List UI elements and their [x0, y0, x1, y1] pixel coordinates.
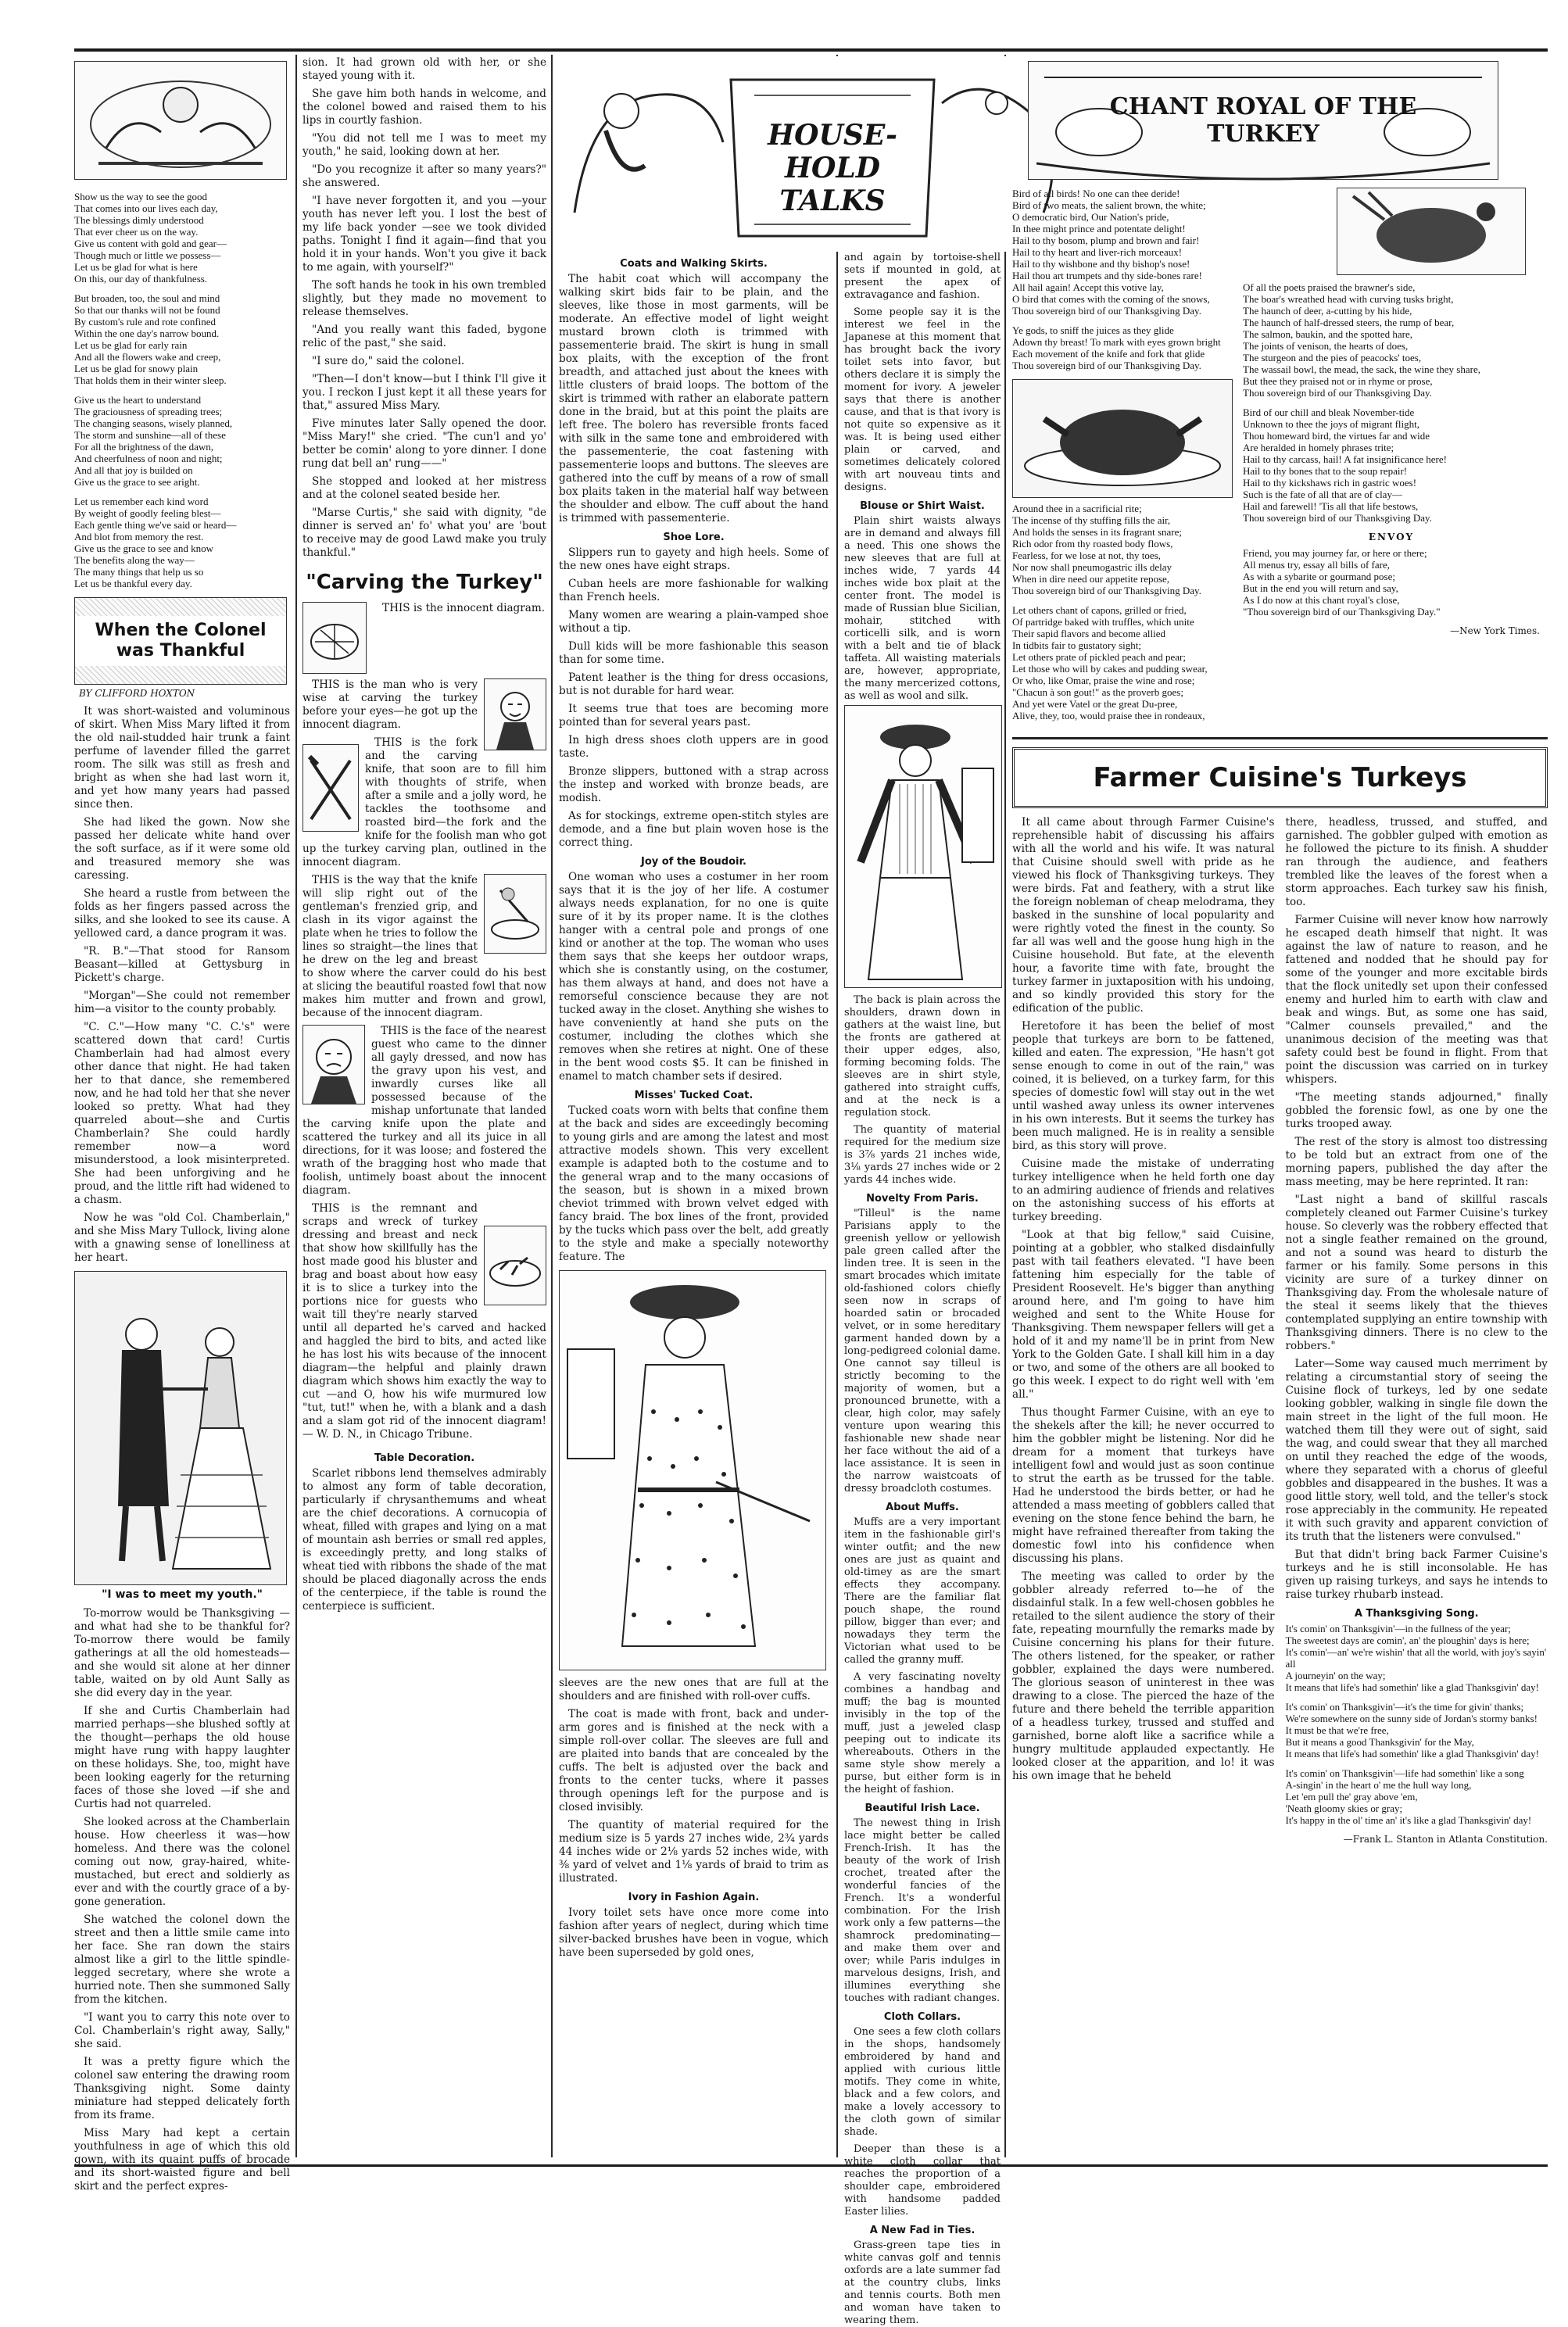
column-3	[559, 56, 897, 2159]
poem-line: Or who, like Omar, praise the wine and rose;	[1012, 675, 1195, 686]
poem-line: The boar's wreathed head with curving tusks bright,	[1243, 293, 1454, 305]
story-paragraph: It was short-waisted and voluminous of skirt. When Miss Mary lifted it from the old nail-studded hair trunk a faint perfume of lavender filled the garret room. The silk was still as fresh and bright as when she had last worn it, and yet how many years had passed since then.	[74, 705, 290, 811]
collars-title: Cloth Collars.	[883, 2011, 961, 2023]
carving-paragraph: THIS is the man who is very wise at carving the turkey before your eyes—he got up the innocent diagram.	[303, 678, 478, 731]
story-title: When the Colonel was Thankful	[75, 616, 286, 666]
poem-line: Thou sovereign bird of our Thanksgiving Day.	[1012, 585, 1201, 596]
poem-line: As I do now at this chant royal's close,	[1243, 594, 1400, 606]
farmer-paragraph: Farmer Cuisine will never know how narrowly he escaped death himself that night. It was against the law of nature to reason, and he fattened and nodded that he should pay for some of the younger and more excitable birds that the flock unitedly set upon their confessed enemy and hurled him to earth with claw and beak and wings. But, as some one has said, "Calmer counsels prevailed," and the unanimous decision of the meeting was that safety could best be found in flight. From that point the discussion was carried on in turkey whispers.	[1285, 914, 1548, 1086]
poem-thankfulness	[74, 191, 290, 589]
poem-line: In thee might prince and potentate delight!	[1012, 223, 1186, 234]
poem-line: Though much or little we possess—	[74, 249, 221, 261]
poem-line: And all that joy is builded on	[74, 464, 193, 476]
story-paragraph: She watched the colonel down the street and then a little smile came into her face. She ran down the stairs almost like a girl to the little spindle-legged secretary, where she wrote a hurried note. Then she summoned Sally from the kitchen.	[74, 1914, 290, 2006]
novelty-title: Novelty From Paris.	[866, 1193, 979, 1205]
song-stanza	[1286, 1767, 1548, 1826]
song-title: A Thanksgiving Song.	[1354, 1608, 1479, 1620]
poem-line: O bird that comes with the coming of the snows,	[1012, 293, 1210, 305]
poem-line: Hail thou art trumpets and thy side-bones rare!	[1012, 270, 1202, 281]
poem-line: Each gentle thing we've said or heard—	[74, 519, 237, 531]
slipping-knife-illustration	[484, 874, 546, 954]
poem-line: Ye gods, to sniff the juices as they glide	[1012, 324, 1174, 336]
turkey-remnant-illustration	[484, 1226, 546, 1305]
coats-paragraph: The habit coat which will accompany the walking skirt bids fair to be plain, and the sleeves, like those in most garments, will be moderate. An effective model of light weight mustard brown cloth is trimmed with passementerie braid. The skirt is hung in small box plaits, with the exception of the front breadth, and attached just about the knees with little clusters of braid loops. The bottom of the skirt is trimmed with rather an elaborate pattern done in the braid, but at this point the plaits are left free. The bolero has reversible fronts faced with silk in the same tone and embroidered with the passementerie, the coat fastening with passementerie loops and buttons. The sleeves are gathered into the cuff by means of a row of small box plaits taken in the material half way between the shoulder and elbow. The cuff about the hand is trimmed with passementerie.	[559, 273, 829, 524]
poem-line: Within the one day's narrow bound.	[74, 328, 220, 339]
ties-title: A New Fad in Ties.	[869, 2225, 976, 2236]
poem-line: In tidbits fair to gustatory sight;	[1012, 639, 1142, 651]
farmer-paragraph: It all came about through Farmer Cuisine's reprehensible habit of discussing his affairs with all the world and his wife. It was natural that Cuisine should swell with pride as he viewed his flock of Thanksgiving turkeys. They were birds. Fat and feathery, with a strut like the foreign nobleman of cheap melodrama, they basked in the sunshine of local popularity and were rightly voted the finest in the county. So far all was well and the goose hung high in the Cuisine household. But fate, at the eleventh hour, a favorite time with fate, brought the turkey farmer in juxtaposition with his undoing, and so kindly provided this story for the edification of the public.	[1012, 816, 1275, 1015]
poem-line: The many things that help us so	[74, 566, 204, 578]
novelty-paragraph: "Tilleul" is the name Parisians apply to the greenish yellow or yellowish pale green called after the linden tree. It is seen in the smart brocades which imitate old-fashioned colors chiefly seen now in scraps of hoarded satin or brocaded velvet, or in some hereditary garment handed down by a long-pedigreed colonial dame. One cannot say tilleul is strictly becoming to the majority of women, but a pronounced brunette, with a clear, high color, may safely venture upon wearing this fashionable new shade near her face without the aid of a lace assistance. It is seen in the narrow waistcoats of dressy broadcloth costumes.	[844, 1208, 1001, 1495]
song-stanza	[1286, 1701, 1548, 1760]
poem-line: Bird of all birds! No one can thee deride!	[1012, 188, 1180, 199]
story-paragraph: "R. B."—That stood for Ransom Beasant—killed at Gettysburg in Pickett's charge.	[74, 945, 290, 984]
poem-line: By custom's rule and rote confined	[74, 316, 217, 328]
poem-line: As with a sybarite or gourmand pose;	[1243, 571, 1395, 582]
story-paragraph: Miss Mary had kept a certain youthfulness in age of which this old gown, with its quaint puffs of brocade and its short-waisted figure and bell skirt and the perfect expres-	[74, 2127, 290, 2193]
poem-line: But broaden, too, the soul and mind	[74, 292, 220, 304]
farmer-paragraph: "The meeting stands adjourned," finally gobbled the forensic fowl, as one by one the turks trooped away.	[1285, 1091, 1548, 1130]
poem-line: "Thou sovereign bird of our Thanksgiving Day."	[1243, 606, 1441, 618]
poem-stanza-1	[74, 191, 290, 285]
ties-paragraph: Grass-green tape ties in white canvas golf and tennis oxfords are a late summer fad at the country clubs, links and tennis courts. Both men and woman have taken to wearing them.	[844, 2239, 1001, 2326]
story-paragraph: "And you really want this faded, bygone relic of the past," she said.	[303, 324, 546, 349]
shoe-paragraph: Many women are wearing a plain-vamped shoe without a tip.	[559, 609, 829, 635]
poem-line: And holds the senses in its fragrant snare;	[1012, 526, 1182, 538]
poem-line: Around thee in a sacrificial rite;	[1012, 503, 1142, 514]
story-paragraph: She looked across at the Chamberlain house. How cheerless it was—how homeless. And there was the colonel coming out now, gray-haired, white-mustached, but erect and soldierly as ever and with the courtly grace of a by-gone generation.	[74, 1816, 290, 1908]
poem-line: Hail to thy carcass, hail! A fat insignificance here!	[1243, 453, 1447, 465]
poem-line: It's comin' on Thanksgivin'—in the fullness of the year;	[1285, 1623, 1511, 1634]
poem-line: All menus try, essay all bills of fare,	[1243, 559, 1390, 571]
carving-paragraph: THIS is the fork and the carving knife, that soon are to fill him with thoughts of strife, when after a smile and a jolly word, he tackles the toothsome and roasted bird—the fork and the knife for the foolish man who got up the turkey carving plan, outlined in the innocent diagram.	[303, 736, 546, 868]
shoe-paragraph: As for stockings, extreme open-stitch styles are demode, and a fine but plain woven hose is the correct thing.	[559, 810, 829, 849]
chant-stanza	[1012, 324, 1235, 371]
poem-line: Such is the fate of all that are of clay—	[1243, 489, 1402, 500]
poem-line: That holds them in their winter sleep.	[74, 374, 227, 386]
shoe-paragraph: Bronze slippers, buttoned with a strap across the instep and worked with bronze beads, are modish.	[559, 765, 829, 804]
story-paragraph: Five minutes later Sally opened the door. "Miss Mary!" she cried. "The cun'l and yo' better be comin' along to yore dinner. I done rung dat bell an' rung——"	[303, 417, 546, 470]
carving-paragraph: THIS is the remnant and scraps and wreck of turkey dressing and breast and neck that show how skillfully has the host made good his bluster and brag and boast about how easy it is to slice a turkey into the portions nice for guests who wait till they're nearly starved until all departed he's carved and hacked and haggled the bird to bits, and acted like he has lost his wits because of the innocent diagram—the helpful and plainly drawn diagram which shows him exactly the way to cut —and O, how his wife murmured low "tut, tut!" when he, with a blank and a dash and a slam got rid of the innocent diagram!— W. D. N., in Chicago Tribune.	[303, 1202, 546, 1441]
farmer-cuisine-article	[1012, 816, 1548, 1848]
column-1	[74, 56, 290, 2193]
poem-line: Let us be thankful every day.	[74, 578, 192, 589]
story-paragraph: "I sure do," said the colonel.	[312, 355, 465, 367]
story-paragraph: The soft hands he took in his own trembled slightly, but they made no movement to release themselves.	[303, 279, 546, 318]
song-stanza	[1286, 1623, 1548, 1693]
poem-line: Let us be glad for what is here	[74, 261, 198, 273]
poem-line: Let those who will by cakes and pudding swear,	[1012, 663, 1208, 675]
muffs-paragraph: Muffs are a very important item in the fashionable girl's winter outfit; and the new ones are just as quaint and old-timey as are the smart effects they accompany. There are the familiar flat pouch shape, the round pillow, bigger than ever; and nowadays they term the Victorian what used to be called the granny muff.	[844, 1516, 1001, 1666]
household-talks-title: HOUSE-HOLD TALKS	[768, 119, 897, 217]
farmer-paragraph: Thus thought Farmer Cuisine, with an eye to the shekels after the kill; he never occurred to him the gobbler might be listening. Nor did he dream for a moment that turkeys have intelligent fowl and would just as soon continue to strut the earth as be trussed for the table. Had he understood the birds better, or had he attended a mass meeting of gobblers called that evening on the stone fence behind the barn, he might have refrained thereafter from taking the domestic fowl into his confidence when discussing his plans.	[1012, 1406, 1275, 1565]
poem-line: Give us the grace to see and know	[74, 542, 213, 554]
poem-line: But in the end you will return and say,	[1243, 582, 1398, 594]
farmer-paragraph: there, headless, trussed, and stuffed, and garnished. The gobbler gulped with emotion as he followed the picture to its finish. A shudder ran through the audience, and feathers trembled like the leaves of the forest when a storm approaches. Each turkey saw his finish, too.	[1285, 816, 1548, 908]
poem-stanza-3	[74, 394, 290, 488]
poem-line: The graciousness of spreading trees;	[74, 406, 223, 417]
story-paragraph: "Then—I don't know—but I think I'll give it you. I reckon I just kept it all these years for that," assured Miss Mary.	[303, 373, 546, 412]
story-paragraph: "Do you recognize it after so many years?" she answered.	[303, 163, 546, 189]
shoe-paragraph: Patent leather is the thing for dress occasions, but is not durable for hard wear.	[559, 671, 829, 697]
poem-line: Thou sovereign bird of our Thanksgiving Day.	[1012, 360, 1201, 371]
joy-title: Joy of the Boudoir.	[641, 856, 746, 868]
chant-stanza	[1012, 188, 1235, 317]
shoe-paragraph: In high dress shoes cloth uppers are in good taste.	[559, 734, 829, 760]
story-paragraph: "Marse Curtis," she said with dignity, "de dinner is served an' fo' what you' are 'bout to receive may de good Lawd make you truly thankful."	[303, 507, 546, 559]
story-paragraph: If she and Curtis Chamberlain had married perhaps—she blushed softly at the thought—perhaps the old house might have rung with happy laughter on these holidays. She, too, might have been looking eagerly for the returning faces of those she loved —if she and Curtis had not quarreled.	[74, 1705, 290, 1810]
chant-stanza	[1243, 281, 1540, 399]
poem-line: But it means a good Thanksgivin' for the May,	[1285, 1736, 1474, 1748]
story-paragraph: Now he was "old Col. Chamberlain," and she Miss Mary Tullock, living alone with a gnawing sense of lonelliness at her heart.	[74, 1212, 290, 1264]
poem-header-illustration	[74, 61, 287, 180]
poem-line: Hail to thy heart and liver-rich morceaux!	[1012, 246, 1183, 258]
story-paragraph: It was a pretty figure which the colonel saw entering the drawing room Thanksgiving night. Some dainty miniature had stepped delicately forth from its frame.	[74, 2056, 290, 2121]
poem-line: It's comin' on Thanksgivin'—it's the time for givin' thanks;	[1285, 1701, 1524, 1713]
story-paragraph: She stopped and looked at her mistress and at the colonel seated beside her.	[303, 475, 546, 501]
poem-line: The haunch of deer, a-cutting by his hide,	[1243, 305, 1412, 317]
collars-paragraph: One sees a few cloth collars in the shops, handsomely embroidered by hand and applied with curious little motifs. They come in white, black and a few colors, and make a lovely accessory to the cloth gown of similar shade.	[844, 2026, 1001, 2138]
shirt-waist-illustration	[844, 705, 1002, 988]
poem-line: Their sapid flavors and become allied	[1012, 628, 1166, 639]
poem-line: Hail to thy bones that to the soup repair!	[1243, 465, 1408, 477]
poem-line: When in dire need our appetite repose,	[1012, 573, 1170, 585]
poem-line: The benefits along the way—	[74, 554, 195, 566]
poem-line: Thou sovereign bird of our Thanksgiving Day.	[1243, 512, 1432, 524]
blouse-paragraph: The quantity of material required for the medium size is 3⅞ yards 21 inches wide, 3⅛ yards 27 inches wide or 2 yards 44 inches wide.	[844, 1124, 1001, 1186]
poem-line: The joints of venison, the hearts of does,	[1243, 340, 1409, 352]
poem-line: Let others prate of pickled peach and pear;	[1012, 651, 1186, 663]
bottom-rule	[74, 2164, 1548, 2167]
story-paragraph: "Morgan"—She could not remember him—a visitor to the county probably.	[74, 990, 290, 1015]
poem-line: Hail to thy kickshaws rich in gastric woes!	[1243, 477, 1417, 489]
ivory-paragraph: and again by tortoise-shell sets if mounted in gold, at present the apex of extravagance and fashion.	[844, 252, 1001, 301]
poem-line: By weight of goodly feeling blest—	[74, 507, 221, 519]
farmer-paragraph: "Last night a band of skillful rascals completely cleaned out Farmer Cuisine's turkey house. So cleverly was the robbery effected that not a single feather remained on the ground, and not a sound was heard to disturb the farmer or his family. Some persons in this vicinity are sure of a turkey dinner on Thanksgiving day. From the wholesale nature of the steal it seems likely that the thieves contemplated supplying an entire township with Thanksgiving dinners. There is no clew to the robbers."	[1285, 1194, 1548, 1352]
poem-line: The sweetest days are comin', an' the ploughin' days is here;	[1285, 1634, 1530, 1646]
poem-line: It's happy in the ol' time an' it's like a glad Thanksgivin' day!	[1285, 1814, 1532, 1826]
poem-line: Of partridge baked with truffles, which unite	[1012, 616, 1194, 628]
blouse-paragraph: The back is plain across the shoulders, drawn down in gathers at the waist line, but the fronts are gathered at their upper edges, also, forming becoming folds. The sleeves are in shirt style, gathered into straight cuffs, and at the neck is a regulation stock.	[844, 994, 1001, 1119]
carving-diagram-illustration	[303, 602, 367, 674]
ivory-paragraph: Ivory toilet sets have once more come into fashion after years of neglect, during which time silver-backed brushes have been in vogue, which have been superseded by gold ones,	[559, 1906, 829, 1959]
newspaper-page	[74, 48, 1548, 2326]
roast-turkey-illustration	[1012, 379, 1233, 498]
shoe-paragraph: Cuban heels are more fashionable for walking than French heels.	[559, 578, 829, 603]
chant-stanza	[1012, 604, 1235, 721]
story-title-lettering	[74, 597, 287, 685]
poem-line: That ever cheer us on the way.	[74, 226, 199, 238]
story-paragraph: "You did not tell me I was to meet my youth," he said, looking down at her.	[303, 132, 546, 158]
tucked-coat-illustration	[559, 1270, 826, 1670]
poem-line: A journeyin' on the way;	[1285, 1670, 1386, 1681]
colonel-and-mary-illustration	[74, 1271, 287, 1585]
poem-line: The salmon, baukin, and the spotted hare,	[1243, 328, 1412, 340]
illustration-caption: "I was to meet my youth."	[102, 1588, 263, 1601]
poem-line: Thou homeward bird, the virtues far and wide	[1243, 430, 1430, 442]
story-paragraph: "I have never forgotten it, and you —your youth has never left you. I lost the best of my life back yonder —see we took divided paths. Tonight I find it again—find that you hold it in your hands. Won't you give it back to me again, with yourself?"	[303, 195, 546, 274]
poem-line: It means that life's had somethin' like a glad Thanksgivin' day!	[1285, 1748, 1539, 1760]
chant-royal-banner	[1028, 61, 1498, 180]
column-4-lower	[844, 994, 1001, 2326]
poem-line: It means that life's had somethin' like a glad Thanksgivin' day!	[1285, 1681, 1539, 1693]
story-paragraph: "C. C."—How many "C. C.'s" were scattered down that card! Curtis Chamberlain had had almost every other dance that night. He had taken her to that dance, she remembered now, and he had told her that she never looked so pretty. What had they quarreled about—she and Curtis Chamberlain? She could hardly remember now—a word misunderstood, a look misinterpreted. She had been unforgiving and he proud, and the little rift had widened to a chasm.	[74, 1021, 290, 1206]
poem-line: Bird of two meats, the salient brown, the white;	[1012, 199, 1206, 211]
carving-title: "Carving the Turkey"	[306, 571, 543, 594]
poem-line: Let us remember each kind word	[74, 496, 209, 507]
poem-line: Let others chant of capons, grilled or fried,	[1012, 604, 1187, 616]
poem-line: O democratic bird, Our Nation's pride,	[1012, 211, 1169, 223]
poem-line: Fearless, for we lose at not, thy toes,	[1012, 550, 1161, 561]
poem-line: "Chacun à son gout!" as the proverb goes;	[1012, 686, 1183, 698]
misses-paragraph: Tucked coats worn with belts that confine them at the back and sides are exceedingly becoming to young girls and are among the latest and most attractive models shown. This very excellent example is adapted both to the costume and to the general wrap and to the many occasions of the season, but is shown in a mixed brown cheviot trimmed with brown velvet edged with fancy braid. The box lines of the front, provided by the tucks which pass over the belt, add greatly to the style and make a specially noteworthy feature. The	[559, 1104, 829, 1263]
story-paragraph: "I want you to carry this note over to Col. Chamberlain's right away, Sally," she said.	[74, 2011, 290, 2050]
poem-line: It's comin' on Thanksgivin'—life had somethin' like a song	[1285, 1767, 1524, 1779]
poem-line: The sturgeon and the pies of peacocks' toes,	[1243, 352, 1422, 363]
blouse-title: Blouse or Shirt Waist.	[860, 500, 985, 512]
poem-line: The wassail bowl, the mead, the sack, the wine they share,	[1243, 363, 1480, 375]
poem-line: Give us content with gold and gear—	[74, 238, 227, 249]
angry-guest-illustration	[303, 1025, 365, 1104]
poem-line: Friend, you may journey far, or here or there;	[1243, 547, 1427, 559]
coats-title: Coats and Walking Skirts.	[620, 258, 768, 270]
poem-line: We're somewhere on the sunny side of Jordan's stormy banks!	[1285, 1713, 1538, 1724]
misses-paragraph: The quantity of material required for the medium size is 5 yards 27 inches wide, 2¾ yards 44 inches wide or 2⅛ yards 52 inches wide, with ⅜ yard of velvet and 1⅛ yards of braid to trim as illustrated.	[559, 1819, 829, 1885]
farmer-paragraph: Later—Some way caused much merriment by relating a circumstantial story of seeing the Cuisine flock of turkeys, led by one sedate looking gobbler, walking in single file down the main street in the light of the full moon. He watched them till they were out of sight, said the wag, and could swear that they all marched on until they reached the edge of the woods, where they separated with a chorus of gleeful gobbles and disappeared in the bushes. It was a good little story, well told, and the teller's stock rose appreciably in the community. He repeated it with such gravity and apparent conviction of its truth that the listeners were convulsed."	[1285, 1358, 1548, 1543]
chant-royal-poem-right	[1243, 188, 1540, 729]
poem-line: Show us the way to see the good	[74, 191, 208, 202]
story-paragraph: She gave him both hands in welcome, and the colonel bowed and raised them to his lips in courtly fashion.	[303, 88, 546, 127]
poem-line: Give us the grace to see aright.	[74, 476, 200, 488]
farmer-paragraph: The rest of the story is almost too distressing to be told but an extract from one of the morning papers, published the day after the mass meeting, may be here reprinted. It ran:	[1285, 1136, 1548, 1188]
envoy-stanza	[1243, 547, 1540, 618]
poem-line: For all the brightness of the dawn,	[74, 441, 213, 453]
collars-paragraph: Deeper than these is a white cloth collar that reaches the proportion of a shoulder cape, embroidered with handsome padded Easter lilies.	[844, 2143, 1001, 2218]
joy-paragraph: One woman who uses a costumer in her room says that it is the joy of her life. A costumer always needs explanation, for no one is quite sure of it by its proper name. It is the clothes hanger with a central pole and prongs of one kind or another at the top. The woman who uses them says that she keeps her outdoor wraps, which she is constantly using, on the costumer, has them always at hand, and does not have a remorseful conscience because they are not tucked away in the closet. Anything she wishes to have conveniently at hand she puts on the costumer, including the clothes which she removes when she retires at night. One of these in the bent wood costs $5. It can be finished in enamel to match chamber sets if desired.	[559, 871, 829, 1083]
muffs-title: About Muffs.	[886, 1502, 959, 1513]
poem-line: Let us be glad for early rain	[74, 339, 188, 351]
column-rule	[295, 55, 297, 2157]
story-paragraph: sion. It had grown old with her, or she stayed young with it.	[303, 56, 546, 82]
story-paragraph: To-morrow would be Thanksgiving —and what had she to be thankful for? To-morrow there would be family gatherings at all the old homesteads—and she would sit alone at her dinner table, waited on by old Aunt Sally as she did every day in the year.	[74, 1607, 290, 1699]
poem-line: And blot from memory the rest.	[74, 531, 204, 542]
poem-line: Give us the heart to understand	[74, 394, 202, 406]
misses-title: Misses' Tucked Coat.	[634, 1090, 754, 1101]
chant-stanza	[1012, 503, 1235, 596]
poem-line: Rich odor from thy roasted body flows,	[1012, 538, 1173, 550]
poem-line: And all the flowers wake and creep,	[74, 351, 221, 363]
poem-stanza-2	[74, 292, 290, 386]
story-paragraph: She heard a rustle from between the folds as her fingers passed across the silks, and she looked to see its cause. A yellowed card, a dance program it was.	[74, 887, 290, 940]
carving-paragraph: THIS is the face of the nearest guest who came to the dinner all gayly dressed, and now has the gravy upon his vest, and inwardly curses like all possessed because of the mishap unfortunate that landed the carving knife upon the plate and scattered the turkey and all its juice in all directions, for it was loose; and fostered the wrath of the bragging host who made that foolish, untimely boast about the innocent diagram.	[303, 1025, 546, 1197]
chant-royal-poem-left	[1012, 188, 1235, 729]
poem-line: Nor now shall pneumogastric ills delay	[1012, 561, 1172, 573]
poem-line: A-singin' in the heart o' me the hull way long,	[1285, 1779, 1472, 1791]
poem-line: Hail and farewell! 'Tis all that life bestows,	[1243, 500, 1419, 512]
song-credit: —Frank L. Stanton in Atlanta Constitution.	[1343, 1834, 1548, 1845]
story-byline: BY CLIFFORD HOXTON	[79, 688, 195, 699]
poem-line: 'Neath gloomy skies or gray;	[1285, 1803, 1403, 1814]
poem-line: That comes into our lives each day,	[74, 202, 218, 214]
poem-line: Alive, they, too, would praise thee in rondeaux,	[1012, 710, 1205, 721]
poem-line: And yet were Vatel or the great Du-pree,	[1012, 698, 1178, 710]
thanksgiving-song	[1286, 1623, 1548, 1826]
chant-source: —New York Times.	[1450, 625, 1540, 636]
story-paragraph: She had liked the gown. Now she passed her delicate white hand over the soft surface, as if it were some old and treasured memory she was caressing.	[74, 816, 290, 882]
poem-line: Thou sovereign bird of our Thanksgiving Day.	[1012, 305, 1201, 317]
poem-line: It's comin'—an' we're wishin' that all the world, with joy's sayin' all	[1285, 1646, 1547, 1670]
poem-line: All hail again! Accept this votive lay,	[1012, 281, 1164, 293]
column-2	[303, 56, 546, 2159]
fork-and-knife-illustration	[303, 744, 359, 832]
shoe-title: Shoe Lore.	[663, 532, 725, 543]
poem-line: Are heralded in homely phrases trite;	[1243, 442, 1394, 453]
poem-line: So that our thanks will not be found	[74, 304, 220, 316]
poem-line: The storm and sunshine—all of these	[74, 429, 226, 441]
poem-line: And cheerfulness of noon and night;	[74, 453, 223, 464]
misses-paragraph: sleeves are the new ones that are full at the shoulders and are finished with roll-over cuffs.	[559, 1677, 829, 1702]
shoe-paragraph: Dull kids will be more fashionable this season than for some time.	[559, 640, 829, 666]
poem-line: Let 'em pull the' gray above 'em,	[1285, 1791, 1418, 1803]
poem-line: Adown thy breast! To mark with eyes grown bright	[1012, 336, 1221, 348]
lace-title: Beautiful Irish Lace.	[865, 1803, 980, 1814]
table-decoration-title: Table Decoration.	[374, 1452, 475, 1464]
farmer-cuisine-title: Farmer Cuisine's Turkeys	[1012, 747, 1548, 808]
carver-man-illustration	[484, 678, 546, 750]
poem-line: But thee they praised not or in rhyme or prose,	[1243, 375, 1433, 387]
column-rule	[1004, 55, 1006, 2157]
poem-line: Bird of our chill and bleak November-tide	[1243, 406, 1415, 418]
poem-line: The changing seasons, wisely planned,	[74, 417, 233, 429]
farmer-paragraph: Heretofore it has been the belief of most people that turkeys are born to be fattened, killed and eaten. The expression, "He hasn't got sense enough to come in out of the rain," was coined, it is believed, on a turkey farm, for this species of domestic fowl will stay out in the wet until washed away unless its owner intervenes in his own interests. But it seems the turkey has been much maligned. He is in reality a sensible bird, as this story will prove.	[1012, 1020, 1275, 1152]
chant-stanza	[1243, 406, 1540, 524]
poem-line: Let us be glad for snowy plain	[74, 363, 199, 374]
shoe-paragraph: Slippers run to gayety and high heels. Some of the new ones have eight straps.	[559, 546, 829, 572]
poem-stanza-4	[74, 496, 290, 589]
farmer-paragraph: But that didn't bring back Farmer Cuisine's turkeys and he is still inconsolable. He has given up raising turkeys, and says he intends to raise turkey rhubarb instead.	[1285, 1548, 1548, 1601]
ivory-title: Ivory in Fashion Again.	[628, 1892, 760, 1903]
poem-line: Unknown to thee the joys of migrant flight,	[1243, 418, 1420, 430]
top-rule	[74, 48, 1548, 52]
poem-line: Hail to thy wishbone and thy bishop's nose!	[1012, 258, 1190, 270]
blouse-paragraph: Plain shirt waists always are in demand and always fill a need. This one shows the new sleeves that are full at inches wide, 7 yards 44 inches wide box plait at the center front. The model is made of Russian blue Sicilian, mohair, stitched with corticelli silk, and is worn with a belt and tie of black taffeta. All waisting materials are, however, appropriate, the many mercerized cottons, as well as wool and silk.	[844, 515, 1001, 702]
farmer-paragraph: Cuisine made the mistake of underrating turkey intelligence when he held forth one day to an admiring audience of friends and relatives on the astonishing success of his efforts at turkey breeding.	[1012, 1158, 1275, 1223]
column-rule	[551, 55, 553, 2157]
carving-paragraph: THIS is the way that the knife will slip right out of the gentleman's frenzied grip, and clash in its vigor against the plate when he tries to follow the lines so straight—the lines that he drew on the leg and breast to show where the carver could do his best at slicing the beautiful roasted fowl that now makes him mutter and frown and growl, because of the innocent diagram.	[303, 874, 546, 1019]
envoy-label: ENVOY	[1368, 532, 1415, 542]
poem-line: Thou sovereign bird of our Thanksgiving Day.	[1243, 387, 1432, 399]
poem-line: The haunch of half-dressed steers, the rump of bear,	[1243, 317, 1455, 328]
chant-royal-title: CHANT ROYAL OF THE TURKEY	[1109, 93, 1417, 148]
carving-paragraph: THIS is the innocent diagram.	[382, 602, 546, 614]
turkey-figure-illustration	[1337, 188, 1526, 275]
poem-line: It must be that we're free,	[1285, 1724, 1389, 1736]
column-5	[1012, 56, 1548, 2159]
poem-line: The blessings dimly understood	[74, 214, 204, 226]
lace-paragraph: The newest thing in Irish lace might better be called French-Irish. It has the beauty of the work of Irish crochet, treated after the wonderful fancies of the French. It's a wonderful combination. For the Irish work only a few patterns—the shamrock predominating—and make them over and over; while Paris indulges in marvelous designs, Irish, and illumines everything she touches with radiant changes.	[844, 1817, 1001, 2004]
poem-line: Of all the poets praised the brawner's side,	[1243, 281, 1416, 293]
farmer-paragraph: The meeting was called to order by the gobbler already referred to—he of the disdainful stalk. In a few well-chosen gobbles he retailed to the silent audience the story of their fate, repeating mournfully the remarks made by Cuisine concerning his plans for their future. The others listened, for the speaker, or rather gobbler, explained the days were numbered. The glorious season of uninterest in thee was drawing to a close. The pierced the haze of the future and there beheld the terrible apparition of a headless turkey, trussed and stuffed and garnished, borne aloft like a sacrifice while a hungry multitude applauded expectantly. He looked closer at the apparition, and lo! it was his own image that he beheld	[1012, 1570, 1275, 1782]
farmer-paragraph: "Look at that big fellow," said Cuisine, pointing at a gobbler, who stalked disdainfully past with tail feathers elevated. "I have been fattening him especially for the table of President Roosevelt. He's bigger than anything around here, and I'm going to have him weighed and sent to the White House for Thanksgiving. Them newspaper fellers will get a hold of it and my name'll be in print from New York to the Golden Gate. I shall kill him in a day or two, and some of the others are all booked to go this week. I expect to do right well with 'em all."	[1012, 1229, 1275, 1401]
table-decoration-paragraph: Scarlet ribbons lend themselves admirably to almost any form of table decoration, particularly if chrysanthemums and wheat are the chief decorations. A cornucopia of wheat, filled with grapes and lying on a mat of mountain ash berries or small red apples, is exceedingly pretty, and long stalks of wheat tied with ribbons the shade of the mat should be placed diagonally across the ends of the centerpiece, if the table is round the centerpiece is sufficient.	[303, 1467, 546, 1613]
poem-line: Hail to thy bosom, plump and brown and fair!	[1012, 234, 1200, 246]
misses-paragraph: The coat is made with front, back and under-arm gores and is finished at the neck with a simple roll-over collar. The sleeves are full and are plaited into bands that are concealed by the cuffs. The belt is adjusted over the back and fronts to the center tucks, where it passes through openings left for the purpose and is closed invisibly.	[559, 1708, 829, 1813]
poem-line: On this, our day of thankfulness.	[74, 273, 208, 285]
shoe-paragraph: It seems true that toes are becoming more pointed than for several years past.	[559, 703, 829, 729]
poem-line: The incense of thy stuffing fills the air,	[1012, 514, 1171, 526]
muffs-paragraph: A very fascinating novelty combines a handbag and muff; the bag is mounted invisibly in the top of the muff, just a jeweled clasp peeping out to indicate its whereabouts. Others in the same style show merely a purse, but either form is in the height of fashion.	[844, 1671, 1001, 1795]
ivory-paragraph: Some people say it is the interest we feel in the Japanese at this moment that has brought back the ivory toilet sets into favor, but others declare it is simply the moment for ivory. A jeweler says that there is another cause, and that is that ivory is not quite so expensive as it was. It is being used either plain or carved, and sometimes delicately colored with art nouveau tints and designs.	[844, 306, 1001, 493]
poem-line: Each movement of the knife and fork that glide	[1012, 348, 1205, 360]
column-rule	[836, 55, 838, 2157]
